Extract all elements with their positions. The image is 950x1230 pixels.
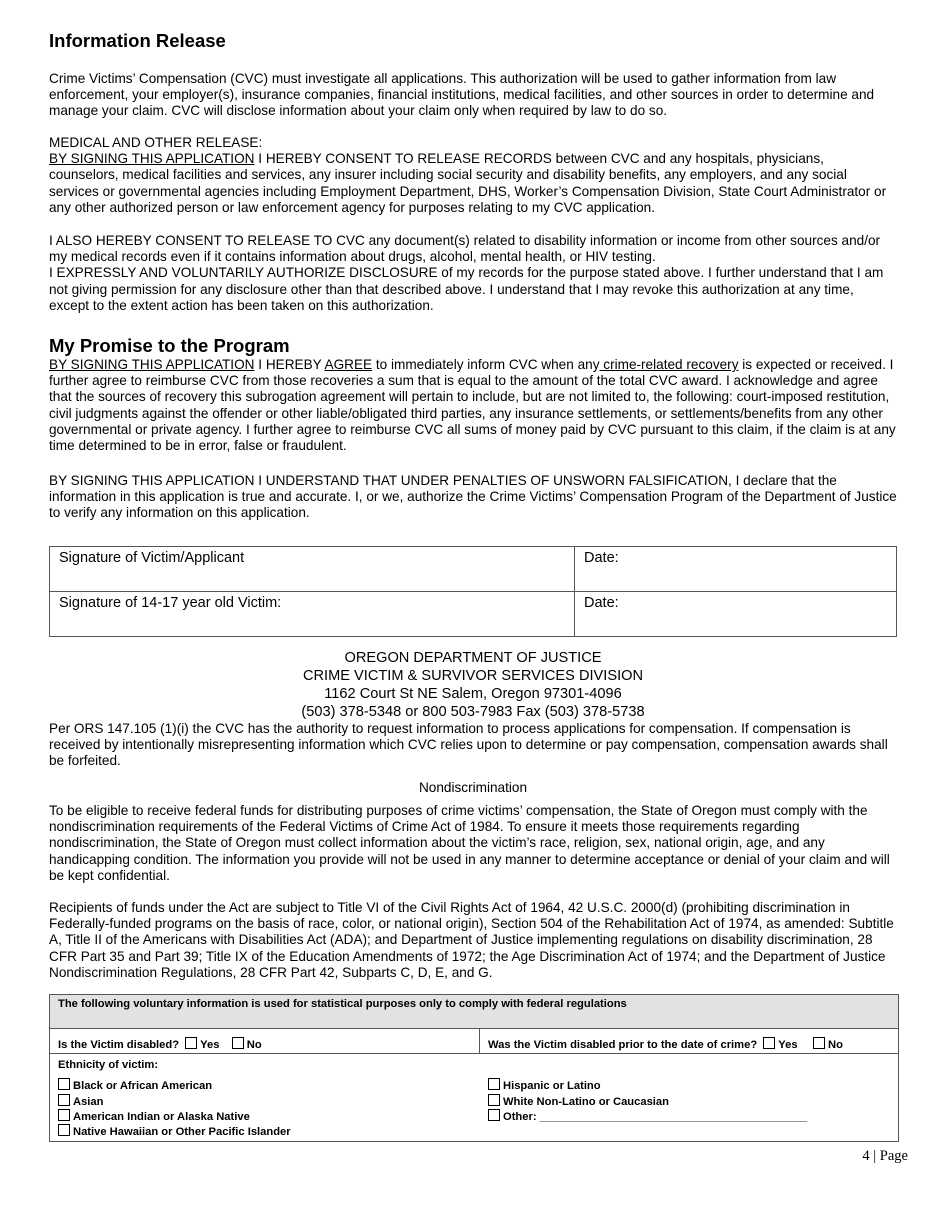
disabled-question (50, 1029, 480, 1053)
statistics-header: The following voluntary information is used for statistical purposes only to comply with federal regulations (50, 995, 898, 1029)
body-text: is expected or received. I further agree to reimburse CVC from those recoveries a sum that is equal to the amount of the total CVC award. I acknowledge and agree that the sources of recovery this subrogation agreement will pertain to include, but are not limited to, the following: court-imposed restitution, civil judgments against the offender or other liable/obligated third parties, any insurance settlements, or settlements/benefits from any other governmental or private agency. I further agree to reimburse CVC all sums of money paid by CVC pursuant to this claim, if the claim is at any time determined to be in error, false or fraudulent. (49, 357, 896, 454)
body-text: I HEREBY (254, 357, 325, 372)
ethnicity-checkbox[interactable] (58, 1094, 70, 1106)
consent-block (49, 233, 897, 314)
underlined-text: BY SIGNING THIS APPLICATION (49, 357, 255, 372)
information-release-section (49, 30, 897, 52)
nondiscrimination-para2-block (49, 900, 897, 981)
falsification-block (49, 473, 897, 522)
ethnicity-checkbox[interactable] (58, 1078, 70, 1090)
expressly-paragraph: I EXPRESSLY AND VOLUNTARILY AUTHORIZE DISCLOSURE of my records for the purpose stated above. I further understand that I am not giving permission for any disclosure other than that described above. I understand that I may revoke this authorization at any time, except to the extent action has been taken on this authorization. (49, 265, 884, 313)
signature-row-minor (50, 592, 897, 637)
field-label: Signature of Victim/Applicant (59, 550, 245, 566)
agency-address (49, 649, 897, 721)
question-label: Was the Victim disabled prior to the date of crime? (488, 1039, 758, 1051)
ethnicity-section (50, 1054, 898, 1141)
page-number: 4 | Page (862, 1148, 908, 1164)
intro-paragraph-block (49, 71, 897, 120)
option-label: Yes (778, 1039, 798, 1051)
ethnicity-label: Ethnicity of victim: (58, 1059, 159, 1071)
ethnicity-option (58, 1109, 488, 1124)
victim-signature-field[interactable] (50, 547, 575, 592)
medical-release-label: MEDICAL AND OTHER RELEASE: (49, 135, 263, 150)
field-label: Signature of 14-17 year old Victim: (59, 595, 282, 611)
field-label: Date: (584, 550, 619, 566)
medical-release-block (49, 135, 897, 216)
disabled-no-checkbox[interactable] (232, 1037, 244, 1049)
disabled-prior-question (480, 1029, 851, 1053)
ethnicity-checkbox[interactable] (488, 1078, 500, 1090)
ethnicity-checkbox[interactable] (488, 1094, 500, 1106)
statistics-table (49, 994, 897, 1142)
body-text: to immediately inform CVC when any (372, 357, 600, 372)
disability-row (50, 1029, 898, 1054)
ethnicity-right-column (488, 1078, 888, 1139)
ethnicity-option (58, 1078, 488, 1093)
ethnicity-left-column (58, 1078, 488, 1139)
ethnicity-checkbox[interactable] (58, 1124, 70, 1136)
minor-signature-field[interactable] (50, 592, 575, 637)
ethnicity-option-other (488, 1109, 888, 1124)
ors-paragraph: Per ORS 147.105 (1)(i) the CVC has the authority to request information to process applications for compensation. If compensation is received by intentionally misrepresenting information which CVC relies upon to determine or pay compensation, compensation awards shall be forfeited. (49, 721, 888, 769)
question-label: Is the Victim disabled? (58, 1039, 180, 1051)
option-label: No (246, 1039, 262, 1051)
also-consent-paragraph: I ALSO HEREBY CONSENT TO RELEASE TO CVC any document(s) related to disability information or income from other sources and/or my medical records even if it contains information about drugs, alcohol, mental health, or HIV testing. (49, 233, 881, 265)
agency-line: 1162 Court St NE Salem, Oregon 97301-4096 (324, 686, 622, 702)
intro-paragraph: Crime Victims’ Compensation (CVC) must investigate all applications. This authorization will be used to gather information from law enforcement, your employer(s), insurance companies, financial institutions, medical facilities, and other sources in order to determine and manage your claim. CVC will disclose information about your claim only when required by law to do so. (49, 71, 875, 119)
medical-release-paragraph (49, 151, 897, 216)
field-label: Date: (584, 595, 619, 611)
signature-table (49, 546, 897, 637)
nondiscrimination-para1-block (49, 803, 897, 884)
underlined-text: BY SIGNING THIS APPLICATION (49, 151, 255, 167)
ethnicity-option (58, 1094, 488, 1109)
underlined-text: AGREE (324, 357, 373, 372)
option-label: Yes (200, 1039, 220, 1051)
signature-row-victim (50, 547, 897, 592)
nondiscrimination-paragraph: To be eligible to receive federal funds for distributing purposes of crime victims’ compensation, the State of Oregon must comply with the nondiscrimination requirements of the Federal Victims of Crime Act of 1984. To ensure it meets those requirements regarding nondiscrimination, the State of Oregon must collect information about the victim’s race, religion, sex, national origin, age, and any handicapping condition. The information you provide will not be used in any manner to determine acceptance or denial of your claim and will be kept confidential. (49, 803, 890, 883)
section-heading: My Promise to the Program (49, 335, 290, 356)
prior-yes-checkbox[interactable] (763, 1037, 775, 1049)
victim-date-field[interactable] (575, 547, 897, 592)
ethnicity-checkbox[interactable] (488, 1109, 500, 1121)
option-label: American Indian or Alaska Native (73, 1110, 250, 1123)
prior-no-checkbox[interactable] (813, 1037, 825, 1049)
ethnicity-option (488, 1078, 888, 1093)
ethnicity-checkbox[interactable] (58, 1109, 70, 1121)
section-heading: Information Release (49, 30, 226, 51)
nondiscrimination-title (49, 780, 897, 796)
ors-block (49, 721, 897, 770)
ethnicity-option (488, 1094, 888, 1109)
agency-line: (503) 378-5348 or 800 503-7983 Fax (503) 378-5738 (301, 704, 645, 720)
option-label: Asian (73, 1095, 104, 1108)
nondiscrimination-paragraph: Recipients of funds under the Act are subject to Title VI of the Civil Rights Act of 1964, 42 U.S.C. 2000(d) (prohibiting discrimination in Federally-funded programs on the basis of race, color, or national origin), Section 504 of the Rehabilitation Act of 1974, as amended: Subtitle A, Title II of the Americans with Disabilities Act (ADA); and Department of Justice implementing regulations on disability discrimination, 28 CFR Part 35 and Part 39; Title IX of the Education Amendments of 1972; the Age Discrimination Act of 1974; and the Department of Justice Nondiscrimination Regulations, 28 CFR Part 42, Subparts C, D, E, and G. (49, 900, 894, 980)
subsection-title: Nondiscrimination (418, 780, 528, 795)
other-field[interactable]: Other: ___________________________________________ (503, 1110, 808, 1123)
body-text: I HEREBY CONSENT TO RELEASE RECORDS between CVC and any hospitals, physicians, counselors, medical facilities and services, any insurer including social security and disability benefits, any employers, and any social services or governmental agencies including Employment Department, DHS, Worker’s Compensation Division, State Court Administrator or any other authorized person or law enforcement agency for purposes relating to my CVC application. (49, 151, 887, 215)
option-label: White Non-Latino or Caucasian (503, 1095, 669, 1108)
option-label: Native Hawaiian or Other Pacific Islander (73, 1126, 291, 1139)
option-label: No (828, 1039, 843, 1051)
promise-paragraph (49, 357, 897, 454)
option-label: Hispanic or Latino (503, 1080, 601, 1093)
ethnicity-option (58, 1124, 488, 1139)
underlined-text: crime-related recovery (599, 357, 739, 372)
option-label: Black or African American (73, 1080, 213, 1093)
agency-line: CRIME VICTIM & SURVIVOR SERVICES DIVISION (302, 668, 644, 684)
minor-date-field[interactable] (575, 592, 897, 637)
disabled-yes-checkbox[interactable] (185, 1037, 197, 1049)
falsification-paragraph: BY SIGNING THIS APPLICATION I UNDERSTAND THAT UNDER PENALTIES OF UNSWORN FALSIFICATION, I declare that the information in this application is true and accurate. I, or we, authorize the Crime Victims’ Compensation Program of the Department of Justice to verify any information on this application. (49, 473, 897, 521)
promise-section (49, 335, 897, 454)
agency-line: OREGON DEPARTMENT OF JUSTICE (344, 650, 602, 666)
